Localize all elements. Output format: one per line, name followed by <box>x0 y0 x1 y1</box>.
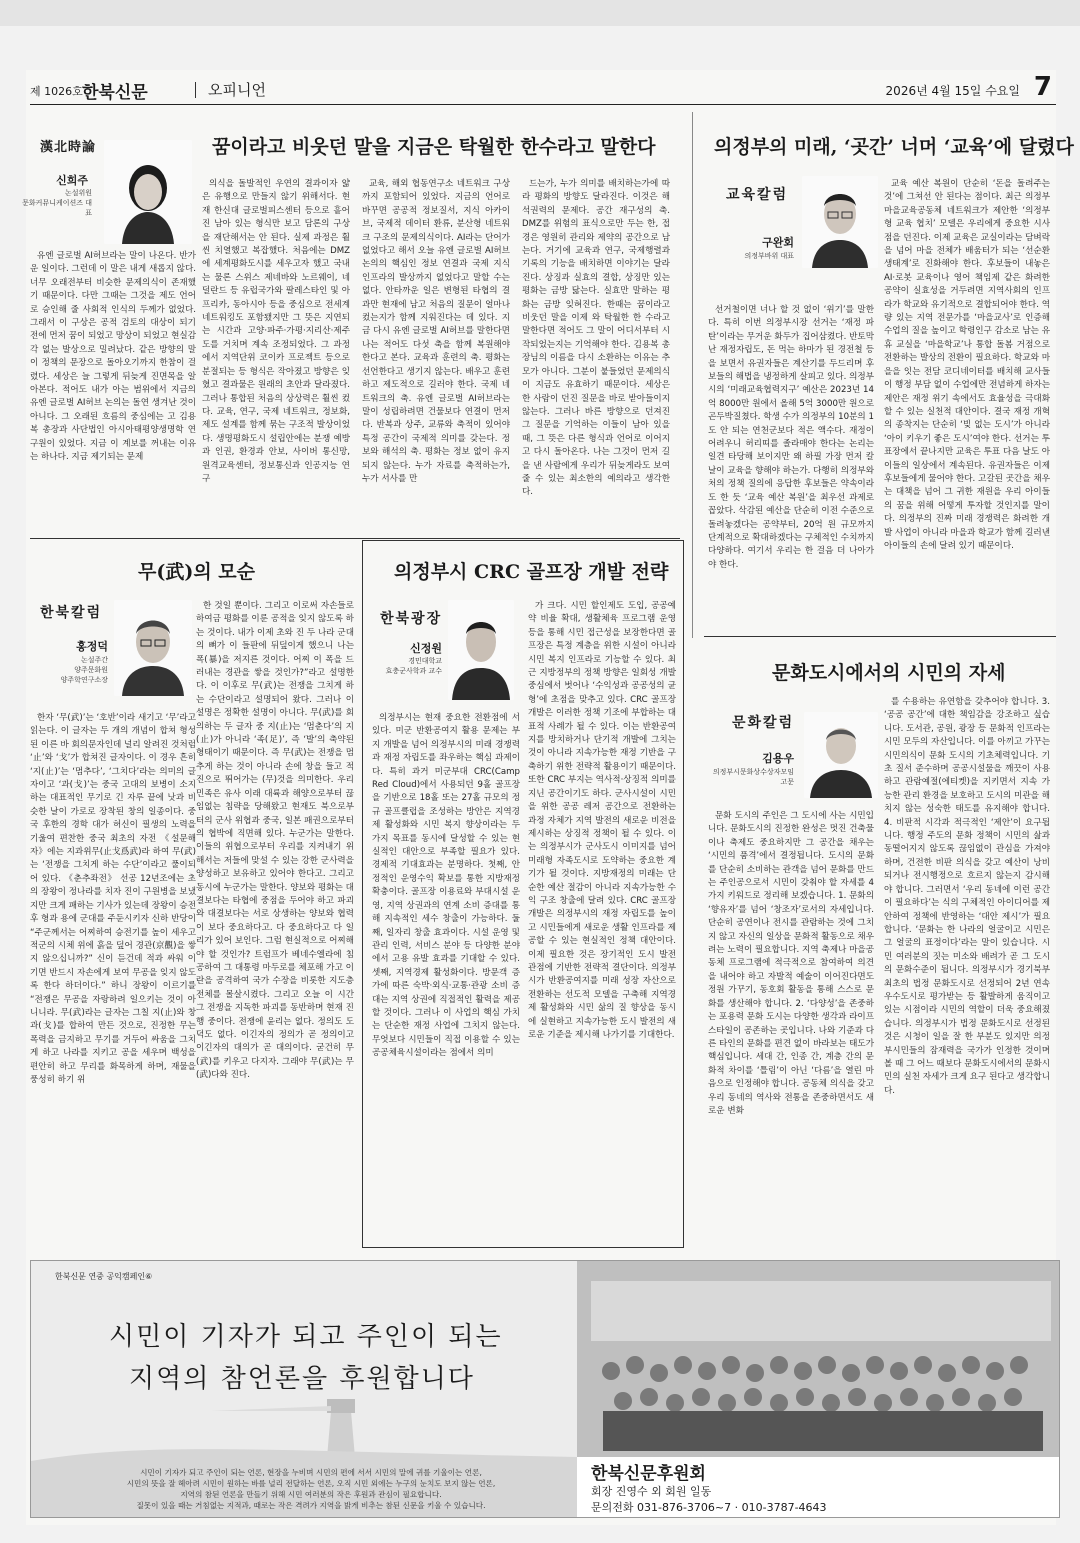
article2-headline: 의정부의 미래, ‘곳간’ 너머 ‘교육’에 달렸다 <box>714 136 1074 158</box>
article2-column-1 <box>708 304 874 644</box>
article5-paragraph: 문화 도시의 주인은 그 도시에 사는 시민입니다. 문화도시의 진정한 완성은 멋진 건축물이나 축제도 중요하지만 그 공간을 채우는 ‘시민의 품격’에서 결정됩니다. 도시의 문화를 단순히 소비하는 관객을 넘어 문화를 만드는 주인공으로서 시민이 갖춰야 할 자세를 4가지 키워드로 정리해 보겠습니다. 1. 문화의 ‘향유자’를 넘어 ‘창조자’로서의 자세입니다. 단순히 공연이나 전시를 관람하는 것에 그치지 않고 자신의 일상을 문화적 활동으로 채우려는 노력이 필요합니다. 지역 축제나 마을공동체 프로그램에 적극적으로 참여하여 의견을 내어야 하고 자발적 예술이 이어진다면도 정원 가꾸기, 동호회 활동을 통해 스스로 문화를 생산해야 합니다. 2. ‘다양성’을 존중하는 포용력 문화 도시는 다양한 생각과 라이프스타일이 공존하는 곳입니다. 나와 기준과 다른 타인의 문화를 편견 없이 바라보는 태도가 핵심입니다. 세대 간, 인종 간, 계층 간의 문화적 차이를 ‘틀림’이 아닌 ‘다름’을 열린 마음으로 인정해야 합니다. 공동체 의식을 갖고 우리 동네의 역사와 전통을 존중하면서도 새로운 변화 <box>708 811 874 1116</box>
article4-column-1 <box>372 712 520 1244</box>
support-campaign-ad <box>30 1260 1060 1518</box>
sponsor-contact: 문의전화 031-876-3706~7 · 010-3787-4643 <box>591 1501 827 1514</box>
slogan-line-2: 지역의 참언론을 후원합니다 <box>129 1364 475 1394</box>
article1-headline: 꿈이라고 비웃던 말을 지금은 탁월한 한수라고 말한다 <box>212 136 656 158</box>
article5-paragraph: 를 수용하는 유연함을 갖추어야 합니다. 3. ‘공공 공간’에 대한 책임감을 강조하고 싶습니다. 도서관, 공원, 광장 등 문화적 인프라는 시민 모두의 자산입니다. 이를 아끼고 가꾸는 시민의식이 문화 도시의 기초체력입니다. 기초 질서 준수하며 공공시설물을 깨끗이 사용하고 관람예절(에티켓)을 지키면서 지속 가능한 관리 환경을 보호하고 도시의 미관을 해치지 않는 성숙한 태도를 유지해야 합니다. 4. 비판적 시각과 적극적인 ‘제안’이 요구됩니다. 행정 주도의 문화 정책이 시민의 삶과 동떨어지지 않도록 끊임없이 관심을 가져야 하며, 건전한 비판 의식을 갖고 예산이 낭비되거나 전시행정으로 흐르지 않는지 감시해야 합니다. 그러면서 ‘우리 동네에 이런 공간이 필요하다’는 식의 구체적인 아이디어를 제안하여 정책에 반영하는 ‘대안 제시’가 필요 합니다. ‘문화는 한 나라의 얼굴이고 시민은 그 얼굴의 표정이다’라는 말이 있습니다. 시민 여러분의 짓는 미소와 배려가 곧 그 도시의 문화수준이 됩니다. 의정부시가 경기북부 최초의 법정 문화도시로 선정되어 2년 연속 우수도시로 평가받는 등 활발하게 움직이고 있는 시점이라 시민의 역할이 더욱 중요해졌습니다. 의정부시가 법정 문화도시로 선정된 것은 시청이 일을 잘 한 부분도 있지만 의정부시민들의 잠재력을 국가가 인정한 것이며 볼 때 그 어느 때보다 문화도시에서의 문화시민의 실천 자세가 크게 요구 된다고 생각합니다. <box>884 697 1050 1096</box>
article1-column-4 <box>522 178 670 532</box>
article5-author-photo <box>804 712 878 798</box>
author-portrait-icon <box>802 176 878 268</box>
issue-number: 제 1026호 <box>30 85 83 98</box>
campaign-note-line: 지역의 참된 언론을 만들기 위해 시민 여러분의 작은 후원과 관심이 필요합니다. <box>180 1490 442 1499</box>
article2-role <box>716 251 794 261</box>
campaign-note <box>71 1467 551 1511</box>
article5-headline: 문화도시에서의 시민의 자세 <box>772 662 1006 684</box>
article4-author: 신정원 <box>410 642 442 655</box>
article1-paragraph: 교육, 해외 협동연구소 네트워크 구상까지 포함되어 있었다. 지금의 언어로 바꾸면 공공적 정보질서, 지식 아카이브, 국제적 데이터 환류, 분산형 네트워크 구조의 문제의식이다. AI라는 단어가 없었다고 해서 오늘 유엔 글로벌 AI허브 논의의 핵심인 정보 연결과 국제 지식 인프라의 발상까지 없었다고 말할 수는 없다. 안타까운 일은 변형된 타협의 결과만 현재에 남고 처음의 질문이 얼마나 컸는지가 함께 지워진다는 데 있다. 지금 다시 유엔 글로벌 AI허브를 말한다면 나는 적어도 다섯 축을 함께 복원해야 한다고 본다. 교육과 훈련의 축. 평화는 선언한다고 생기지 않는다. 배우고 훈련하고 제도적으로 길러야 한다. 국제 네트워크의 축. 유엔 글로벌 AI허브라는 말이 성립하려면 건물보다 연결이 먼저다. 반복과 상주, 교류와 축적이 있어야 특정 공간이 국제적 의미를 갖는다. 정보와 해석의 축. 평화는 정보 없이 유지되지 않는다. 누가 자료를 축적하는가, 누가 서사를 만 <box>362 179 510 484</box>
article3-paragraph: 한자 ‘무(武)’는 ‘호반’이라 새기고 ‘무’라고 읽는다. 이 글자는 두 개의 개념이 합쳐 형성된 이른 바 회의문자인데 널리 알려진 것처럼 ‘止’와 ‘戈’가 합쳐진 글자이다. 이 경우 흔히 ‘지(止)’는 ‘멈추다’, ‘그치다’라는 의미의 글자이고 ‘과(戈)’는 중국 고대의 보병이 소지하는 대표적인 무기로 긴 자루 끝에 낫과 비슷한 날이 가로로 장착된 창의 일종이다. 중국 후한의 경학 대가 허신이 필생의 노력을 기울여 편찬한 중국 최초의 자전 《설문해자》에는 지과위무(止戈爲武)라 하여 무(武)는 ‘전쟁을 그치게 하는 수단’이라고 풀이되어 있다. 《춘추좌전》 선공 12년조에는 초의 장왕이 정나라를 치자 진이 구원병을 보냈지만 크게 패하는 기사가 있는데 장왕이 승전 후 형과 용에 군대를 주둔시키자 신하 반당이 “주군께서는 어찌하여 승전기를 높이 세우고 적군의 시체 위에 흙을 덮어 경관(京觀)을 쌓지 않으십니까?” 신이 듣건데 적과 싸워 이기면 반드시 자손에게 보여 무공을 잊지 않도록 한다 하더이다.” 하니 장왕이 이르기를 “전쟁은 무공을 자랑하려 일으키는 것이 아니니라. 무(武)라는 글자는 그칠 지(止)와 창 과(戈)를 합하여 만든 것으로, 진정한 무는 폭력을 금지하고 무기를 거두어 싸움을 그치게 하고 나라를 지키고 공을 세우며 백성을 편안히 하고 무리를 화목하게 하며, 재물을 풍성히 하기 위 <box>30 713 196 1085</box>
article3-role <box>30 655 108 685</box>
article2-paragraph: 교육 예산 복원이 단순히 ‘돈을 돌려주는 것’에 그쳐선 안 된다는 점이다. 최근 의정부 마을교육공동체 네트워크가 제안한 ‘의정부형 교육 협치’ 모델은 우리에게 중요한 시사점을 던진다. 이제 교육은 교실이라는 담벼락을 넘어 마을 전체가 배움터가 되는 ‘선순환 생태계’로 진화해야 한다. 후보들이 내놓은 AI·로봇 교육이나 영어 책임제 같은 화려한 공약이 실효성을 거두려면 지역사회의 인프라가 학교와 유기적으로 결합되어야 한다. 역량 있는 지역 전문가를 ‘마을교사’로 인증해 수업의 질을 높이고 학령인구 감소로 남는 유휴 교실을 ‘마을학교’나 통합 돌봄 거점으로 전환하는 발상의 전환이 필요하다. 학교와 마을을 잇는 전담 코디네이터를 배치해 교사들이 행정 부담 없이 수업에만 전념하게 하자는 제안은 재정 위기 속에서도 효율성을 극대화할 수 있는 실천적 대안이다. 결국 재정 개혁의 종착지는 단순히 ‘빚 없는 도시’가 아니라 ‘아이 키우기 좋은 도시’여야 한다. 선거는 투표장에서 끝나지만 교육은 투표 다음 날도 아이들의 일상에서 계속된다. 유권자들은 이제 후보들에게 물어야 한다. 고갈된 곳간을 채우는 대책을 넘어 그 귀한 재원을 우리 아이들의 꿈을 위해 어떻게 투자할 것인지를 말이다. 의정부의 진짜 미래 경쟁력은 화려한 개발 사업이 아니라 마을과 학교가 함께 길러낸 아이들의 손에 달려 있기 때문이다. <box>884 179 1050 551</box>
sponsor-org-name: 한북신문후원회 <box>591 1464 706 1484</box>
article3-headline: 무(武)의 모순 <box>138 561 256 583</box>
sponsor-members: 회장 진영수 외 회원 일동 <box>591 1485 712 1498</box>
article4-role-line: 경민대학교 <box>408 657 442 665</box>
article4-paragraph: 가 크다. 시민 할인제도 도입, 공공예약 비율 확대, 생활체육 프로그램 운영 등을 통해 시민 접근성을 보장한다면 골프장은 특정 계층을 위한 시설이 아니라 시민 복지 인프라로 기능할 수 있다. 최근 지방정부의 정책 방향은 일회성 개발 중심에서 벗어나 ‘수익성과 공공성의 균형’에 초점을 맞추고 있다. CRC 골프장 개발은 이러한 정책 기조에 부합하는 대표적 사례가 될 수 있다. 이는 반환공여지를 방치하거나 단기적 개발에 그치는 것이 아니라 지속가능한 재정 기반을 구축하기 위한 전략적 활용이기 때문이다. 또한 CRC 부지는 역사적·상징적 의미를 지닌 공간이기도 하다. 군사시설이 시민을 위한 공공 레저 공간으로 전환하는 과정 자체가 지역 발전의 새로운 비전을 제시하는 상징적 정책이 될 수 있다. 이는 의정부시가 군사도시 이미지를 넘어 미래형 자족도시로 도약하는 중요한 계기가 될 것이다. 지방재정의 미래는 단순한 예산 절감이 아니라 지속가능한 수익 구조 창출에 달려 있다. CRC 골프장 개발은 의정부시의 재정 자립도를 높이고 시민들에게 새로운 생활 인프라를 제공할 수 있는 현실적인 정책 대안이다. 이제 필요한 것은 장기적인 도시 발전 관점에 기반한 전략적 결단이다. 의정부시가 반환공여지를 미래 성장 자산으로 전환하는 선도적 모델을 구축해 지역경제 활성화와 시민 삶의 질 향상을 동시에 실현하고 지속가능한 도시 발전의 새로운 기준을 제시해 나가기를 기대한다. <box>528 601 676 1040</box>
article5-column-1 <box>708 810 874 1246</box>
article1-paragraph: 의식을 돌발적인 우연의 결과이자 얇은 유행으로 만들지 않기 위해서다. 현재 한신대 글로벌피스센터 등으로 흩어진 남아 있는 형식만 보고 담론의 구상을 재단해서는 안 된다. 실제 과정은 훨씬 치열했고 복잡했다. 처음에는 DMZ에 세계평화도시를 세우고자 했고 국내는 물론 스위스 제네바와 노르웨이, 네덜란드 등 유럽국가와 팔레스타인 및 아프리카, 동아시아 등을 중심으로 전세계 네트워킹도 포함됐지만 그 뜻은 지연되는 시간과 고양·파주·가평·지리산·제주도를 거치며 계속 조정되었다. 그 과정에서 지역단위 코이카 프로젝트 등으로 분절되는 등 형식은 작아졌고 방향은 잊혔고 결과물은 원래의 초안과 달라졌다. 그러나 통합된 처음의 상상력은 훨씬 컸다. 교육, 연구, 국제 네트워크, 정보화, 제도 설계를 함께 묶는 구조적 발상이었다. 생명평화도시 설립안에는 분쟁 예방과 인권, 환경과 안보, 사이버 통신망, 원격교육센터, 정보통신과 인공지능 연구 <box>202 179 350 484</box>
author-portrait-icon <box>104 140 192 244</box>
article1-role-line: 논설위원 <box>64 189 92 197</box>
article3-author: 홍정덕 <box>76 640 108 653</box>
article2-author: 구완회 <box>762 236 794 249</box>
campaign-title: 한북신문 연중 공익캠페인⑥ <box>55 1272 153 1281</box>
article3-column-1 <box>30 712 196 1246</box>
article1-label: 漢北時論 <box>40 140 97 155</box>
article5-column-2 <box>884 696 1050 1246</box>
article1-column-3 <box>362 178 510 532</box>
campaign-note-line: 질못이 있을 때는 거침없는 지적과, 때로는 작은 격려가 지역을 밝게 비추는 참된 신문을 키울 수 있습니다. <box>136 1501 486 1510</box>
masthead-divider <box>195 82 196 98</box>
campaign-note-line: 시민의 뜻을 잘 헤아려 시민이 원하는 바를 널리 전달하는 언론, 오직 시민 외에는 누구의 눈치도 보지 않는 언론, <box>126 1479 496 1488</box>
page-number: 7 <box>1033 72 1052 102</box>
article2-label: 교육칼럼 <box>726 187 789 203</box>
article1-role <box>20 188 92 218</box>
column-divider <box>692 112 693 638</box>
top-strip <box>0 0 1080 26</box>
article1-paragraph: 유엔 글로벌 AI허브라는 말이 나온다. 반가운 일이다. 그런데 이 말은 내게 새롭지 않다. 너무 오래전부터 비슷한 문제의식이 존재했기 때문이다. 다만 그때는 그것을 제도 언어로 승인해 줄 사회적 인식의 두께가 없었다. 그래서 이 구상은 공적 검토의 대상이 되기 전에 먼저 꿈이 되었고 망상이 되었고 현실감각 없는 발상으로 밀려났다. 같은 방향의 말이 정책의 문장으로 돌아오기까지 한참이 걸렸다. 세상은 늘 그렇게 뒤늦게 진면목을 알아본다. 적어도 내가 아는 범위에서 지금의 유엔 글로벌 AI허브 논의는 돌연 생겨난 것이 아니다. 그 오래된 흐름의 중심에는 고 김용복 총장과 사단법인 아시아태평양생명학 연구원이 있었다. 지금 이 계보를 꺼내는 이유는 하나다. 지금 제기되는 문제 <box>30 251 196 463</box>
article1-role-line: 문화커뮤니케이션즈 대표 <box>22 199 92 217</box>
article5-role-line: 고문 <box>780 778 794 786</box>
article3-role-line: 양주문화원 <box>74 666 108 674</box>
section-name: 오피니언 <box>208 81 266 99</box>
article5-author: 김용우 <box>762 752 794 765</box>
article2-role-line: 의정부바위 대표 <box>744 252 794 260</box>
article3-paragraph: 한 것일 뿐이다. 그리고 이로써 자손들로 하여금 평화를 이룬 공적을 잊지 않도록 하는 것이다. 내가 이제 초와 진 두 나라 군대의 뼈가 이 들판에 뒤덮이게 했으니 나는 폭(暴)을 저지른 것이다. 어찌 이 폭을 드러내는 경관을 쌓을 것인가?”라고 설명한다. 이 이후로 무(武)는 전쟁을 그치게 하는 수단이라고 설명되어 왔다. 그러나 이 설명은 정확한 설명이 아니다. 무(武)를 회의하는 두 글자 중 지(止)는 ‘멈춘다’의 지(止)가 아니라 ‘족(足)’, 즉 ‘발’의 축약된 형태이기 때문이다. 즉 무(武)는 전쟁을 멈추게 하는 것이 아니라 손에 창을 들고 적진으로 뛰어가는 (무)것을 의미한다. 우리 민족은 유사 이래 대륙과 해양으로부터 끊임없는 침략을 당해왔고 현재도 북으로부터의 군사 위협과 중국, 일본 패권으로부터의 협박에 직면해 있다. 누군가는 말한다. 이들의 위협으로부터 우리를 지켜내기 위해서는 저들에 맞설 수 있는 강한 군사력을 양성하고 보유하고 있어야 한다고. 그리고 동시에 누군가는 말한다. 양보와 평화는 대결보다는 타협에 중점을 두어야 하고 파괴와 대결보다는 서로 상생하는 양보와 협력이 보다 중요하다고. 다 중요하다고 다 일리가 있어 보인다. 그럼 현실적으로 어찌해야 할 것인가? 트럼프가 베네수엘라에 침공하여 그 대통령 마두로를 체포해 가고 이란을 공격하여 국가 수장을 비롯한 지도층 전체를 몰살시켰다. 그리고 오늘 이 시간 그 전쟁을 지독한 파괴를 동반하며 현재 진행 중이다. 전쟁에 윤리는 없다. 정의도 도덕도 없다. 이긴자의 정의가 곧 정의이고 이긴자의 대의가 곧 대의이다. 굳건히 무(武)를 키우고 다지자. 그래야 무(武)는 무(武)다와 진다. <box>196 601 354 1081</box>
article5-role-line: 의정부시문화상수상자모임 <box>712 768 794 776</box>
author-portrait-icon <box>804 712 878 798</box>
article2-paragraph: 선거철이면 너나 할 것 없이 ‘위기’를 말한다. 특히 이번 의정부시장 선거는 ‘재정 파탄’이라는 무거운 화두가 집어삼켰다. 반토막 난 재정자립도, 돈 먹는 하마가 된 경전철 등을 보면서 유권자들은 계산기를 두드리며 후보들의 해법을 냉정하게 살피고 있다. 의정부시의 ‘미래교육협력지구’ 예산은 2023년 14억 8000만 원에서 올해 5억 3000만 원으로 곤두박질쳤다. 학생 수가 의정부의 10분의 1도 안 되는 연천군보다 적은 액수다. 재정이 어려우니 허리띠를 졸라매야 한다는 논리는 일견 타당해 보이지만 왜 하필 가장 먼저 칼날이 교육을 향해야 하는가. 다행히 의정부와처의 정책 질의에 응답한 후보들은 약속이라도 한 듯 ‘교육 예산 복원’을 최우선 과제로 꼽았다. 삭감된 예산을 단순히 이전 수준으로 돌려놓겠다는 공약부터, 20억 원 규모까지 단계적으로 확대하겠다는 구체적인 수치까지 다양하다. 여기서 우리는 한 걸음 더 나아가야 한다. <box>708 305 874 570</box>
article4-headline: 의정부시 CRC 골프장 개발 전략 <box>394 561 669 583</box>
issue-date: 2026년 4월 15일 수요일 <box>885 84 1020 98</box>
author-portrait-icon <box>448 600 514 700</box>
article1-paragraph: 드는가, 누가 의미를 배치하는가에 따라 평화의 방향도 달라진다. 이것은 해석권력의 문제다. 공간 재구성의 축. DMZ를 위험의 표식으로만 두는 한, 접경은 영원히 관리와 제약의 공간으로 남는다. 거기에 교육과 연구, 국제행렬과 기록의 기능을 배치하면 이야기는 달라진다. 상징과 실효의 결합, 상징만 있는 평화는 금방 닳는다. 실효만 말하는 평화는 금방 잊혀진다. 한때는 꿈이라고 비웃던 말을 이제 와 탁월한 한 수라고 말한다면 적어도 그 말이 어디서부터 시작되었는지는 기억해야 한다. 김용복 총장님의 이름을 다시 소환하는 이유는 추모가 아니다. 그분이 붙들었던 문제의식이 지금도 유효하기 때문이다. 세상은 한 사람이 던진 질문을 바로 받아들이지 않는다. 그러나 바른 방향으로 던져진 그 질문을 기억하는 이들이 남아 있을 때, 그 뜻은 다른 형식과 언어로 이어지고 다시 돌아온다. 나는 그것이 먼저 길을 낸 사람에게 우리가 뒤늦게라도 보여 줄 수 있는 최소한의 예의라고 생각한다. <box>522 179 670 498</box>
article1-column-1 <box>30 250 196 532</box>
masthead <box>30 72 1056 105</box>
newspaper-brand: 한북신문 <box>82 83 148 103</box>
article4-paragraph: 의정부시는 현재 중요한 전환점에 서 있다. 미군 반환공여지 활용 문제는 부지 개발을 넘어 의정부시의 미래 경쟁력과 재정 자립도를 좌우하는 핵심 과제이다. 특히 과거 미군부대 CRC(Camp Red Cloud)에서 사용되던 9홀 골프장을 기반으로 18홀 또는 27홀 규모의 정규 골프클럽을 조성하는 방안은 지역경제 활성화와 시민 복지 향상이라는 두 가지 목표를 동시에 달성할 수 있는 현실적인 대안으로 부족할 필요가 있다. 경제적 기대효과는 분명하다. 첫째, 안정적인 운영수익 확보를 통한 지방재정 확충이다. 골프장 이용료와 부대시설 운영, 지역 상권과의 연계 소비 증대를 통해 지속적인 세수 창출이 가능하다. 둘째, 일자리 창출 효과이다. 시설 운영 및 관리 인력, 서비스 분야 등 다양한 분야에서 고용 유발 효과를 기대할 수 있다. 셋째, 지역경제 활성화이다. 방문객 증가에 따른 숙박·외식·교통·관광 소비 증대는 지역 상권에 직접적인 활력을 제공할 것이다. 그러나 이 사업의 핵심 가치는 단순한 재정 사업에 그치지 않는다. 무엇보다 시민들이 직접 이용할 수 있는 공공체육시설이라는 점에서 의미 <box>372 713 520 1059</box>
author-portrait-icon <box>114 600 192 696</box>
article2-author-photo <box>802 176 878 268</box>
article4-author-photo <box>448 600 514 700</box>
article3-role-line: 논설주간 <box>80 656 108 664</box>
article4-role-line: 효충군사학과 교수 <box>385 667 442 675</box>
campaign-note-line: 시민이 기자가 되고 주인이 되는 언론, 현장을 누비며 시민의 편에 서서 시민의 말에 귀를 기울이는 언론, <box>140 1468 482 1477</box>
article5-label: 문화칼럼 <box>732 715 795 731</box>
article3-column-2 <box>196 600 354 1246</box>
article5-role <box>700 767 794 787</box>
article2-column-2 <box>884 178 1050 644</box>
article3-author-photo <box>114 600 192 696</box>
article3-role-line: 양주학연구소장 <box>60 676 108 684</box>
article1-author: 신희주 <box>56 174 88 187</box>
article1-author-photo <box>104 140 192 244</box>
article4-column-2 <box>528 600 676 1244</box>
article4-label: 한북광장 <box>380 611 443 627</box>
article3-label: 한북칼럼 <box>40 605 103 621</box>
slogan-line-1: 시민이 기자가 되고 주인이 되는 <box>109 1322 503 1352</box>
article1-column-2 <box>202 178 350 532</box>
article4-role <box>366 656 442 676</box>
section-divider <box>704 636 1056 637</box>
section-divider <box>30 538 680 539</box>
